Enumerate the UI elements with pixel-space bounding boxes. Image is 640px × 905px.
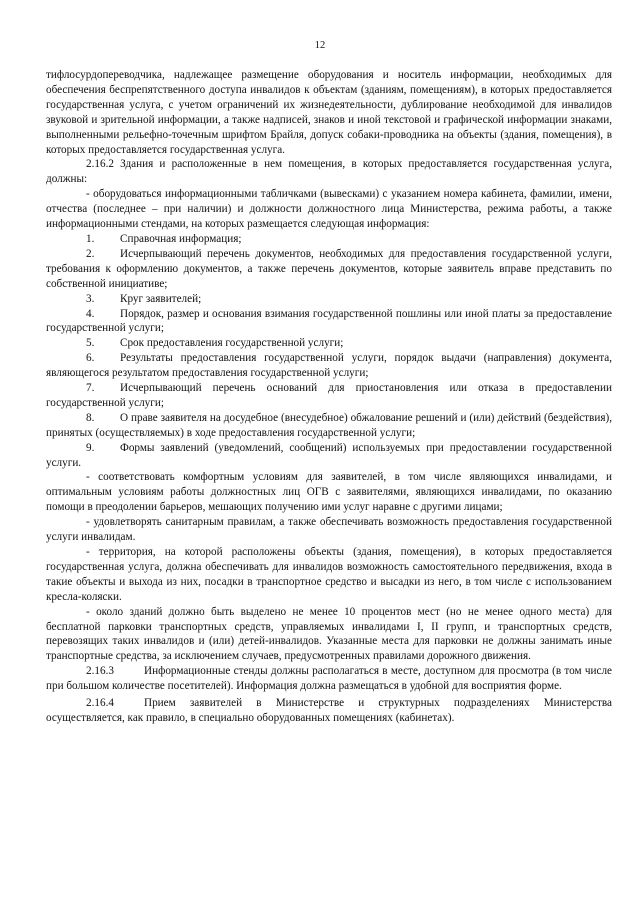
clause-2-16-4 [46, 696, 612, 726]
page-number: 12 [314, 40, 326, 51]
list-item-number: 1. [86, 232, 95, 245]
list-item-text: Результаты предоставления государственной услуги, порядок выдачи (направления) документа, являющегося результатом предоставления государственной услуги; [46, 352, 612, 380]
list-item-text: Формы заявлений (уведомлений, сообщений) используемых при предоставлении государственной услуги. [46, 441, 612, 469]
clause-number: 2.16.3 [86, 665, 114, 678]
list-item-number: 7. [86, 382, 95, 395]
list-item-text: Срок предоставления государственной услуги; [120, 337, 344, 350]
list-item-text: Круг заявителей; [120, 292, 202, 305]
list-item [46, 381, 612, 411]
document-body [46, 68, 612, 726]
list-item-number: 2. [86, 247, 95, 260]
list-item-number: 3. [86, 292, 95, 305]
clause-number: 2.16.4 [86, 697, 114, 710]
list-item [46, 411, 612, 441]
list-item [46, 336, 612, 351]
paragraph-comfort: - соответствовать комфортным условиям для заявителей, в том числе являющихся инвалидами, и оптимальным условиям работы должностных лиц ОГВ с заявителями, являющихся инвалидами, по оказанию помощи в преодолении барьеров, мешающих получению ими услуг наравне с другими лицами; [46, 471, 612, 514]
list-item [46, 351, 612, 381]
clause-text: Прием заявителей в Министерстве и структурных подразделениях Министерства осуществляется, как правило, в специально оборудованных помещениях (кабинетах). [46, 697, 612, 724]
clause-text: Информационные стенды должны располагаться в месте, доступном для просмотра (в том числе при большом количестве посетителей). Информация должна размещаться в удобной для восприятия форме. [46, 665, 612, 693]
list-item-text: Справочная информация; [120, 232, 242, 245]
paragraph-intro: тифлосурдопереводчика, надлежащее размещение оборудования и носитель информации, необходимых для обеспечения беспрепятственного доступа инвалидов к объектам (зданиям, помещениям), в которых предоставляется государственная услуга, с учетом ограничений их жизнедеятельности, дублирование необходимой для инвалидов звуковой и зрительной информации, а также надписей, знаков и иной текстовой и графической информации знаками, выполненными рельефно-точечным шрифтом Брайля, допуск собаки-проводника на объекты (здания, помещения), в которых предоставляется государственная услуга. [46, 69, 612, 156]
info-list [46, 232, 612, 471]
list-item-number: 4. [86, 307, 95, 320]
paragraph-parking: - около зданий должно быть выделено не менее 10 процентов мест (но не менее одного места) для бесплатной парковки транспортных средств, управляемых инвалидами I, II групп, и транспортных средств, перевозящих таких инвалидов и (или) детей-инвалидов. Указанные места для парковки не должны занимать иные транспортные средства, за исключением случаев, предусмотренных правилами дорожного движения. [46, 605, 612, 663]
paragraph-2-16-2: 2.16.2 Здания и расположенные в нем помещения, в которых предоставляется государственная услуга, должны: [46, 158, 612, 186]
list-item-number: 5. [86, 337, 95, 350]
list-item-text: Исчерпывающий перечень документов, необходимых для предоставления государственной услуги, требования к оформлению документов, а также перечень документов, которые заявитель вправе представить по собственной инициативе; [46, 247, 612, 290]
list-item [46, 307, 612, 337]
list-item [46, 292, 612, 307]
list-item [46, 441, 612, 471]
list-item-number: 9. [86, 441, 95, 454]
list-item [46, 247, 612, 292]
paragraph-sanitary: - удовлетворять санитарным правилам, а также обеспечивать возможность предоставления государственной услуги инвалидам. [46, 516, 612, 544]
list-item-number: 8. [86, 411, 95, 424]
clause-2-16-3 [46, 664, 612, 694]
paragraph-territory: - территория, на которой расположены объекты (здания, помещения), в которых предоставляется государственная услуга, должна обеспечивать для инвалидов возможность самостоятельного передвижения, входа в такие объекты и выхода из них, посадки в транспортное средство и высадки из него, в том числе с использованием кресла-коляски. [46, 546, 612, 603]
list-item-text: Исчерпывающий перечень оснований для приостановления или отказа в предоставлении государственной услуги; [46, 382, 612, 409]
list-item-text: Порядок, размер и основания взимания государственной пошлины или иной платы за предоставление государственной услуги; [46, 307, 612, 335]
paragraph-equipment: - оборудоваться информационными табличками (вывесками) с указанием номера кабинета, фамилии, имени, отчества (последнее – при наличии) и должности должностного лица Министерства, режима работы, а также информационными стендами, на которых размещается следующая информация: [46, 188, 612, 231]
list-item-text: О праве заявителя на досудебное (внесудебное) обжалование решений и (или) действий (бездействия), принятых (осуществляемых) в ходе предоставления государственной услуги; [46, 411, 612, 439]
list-item [46, 232, 612, 247]
list-item-number: 6. [86, 352, 95, 365]
